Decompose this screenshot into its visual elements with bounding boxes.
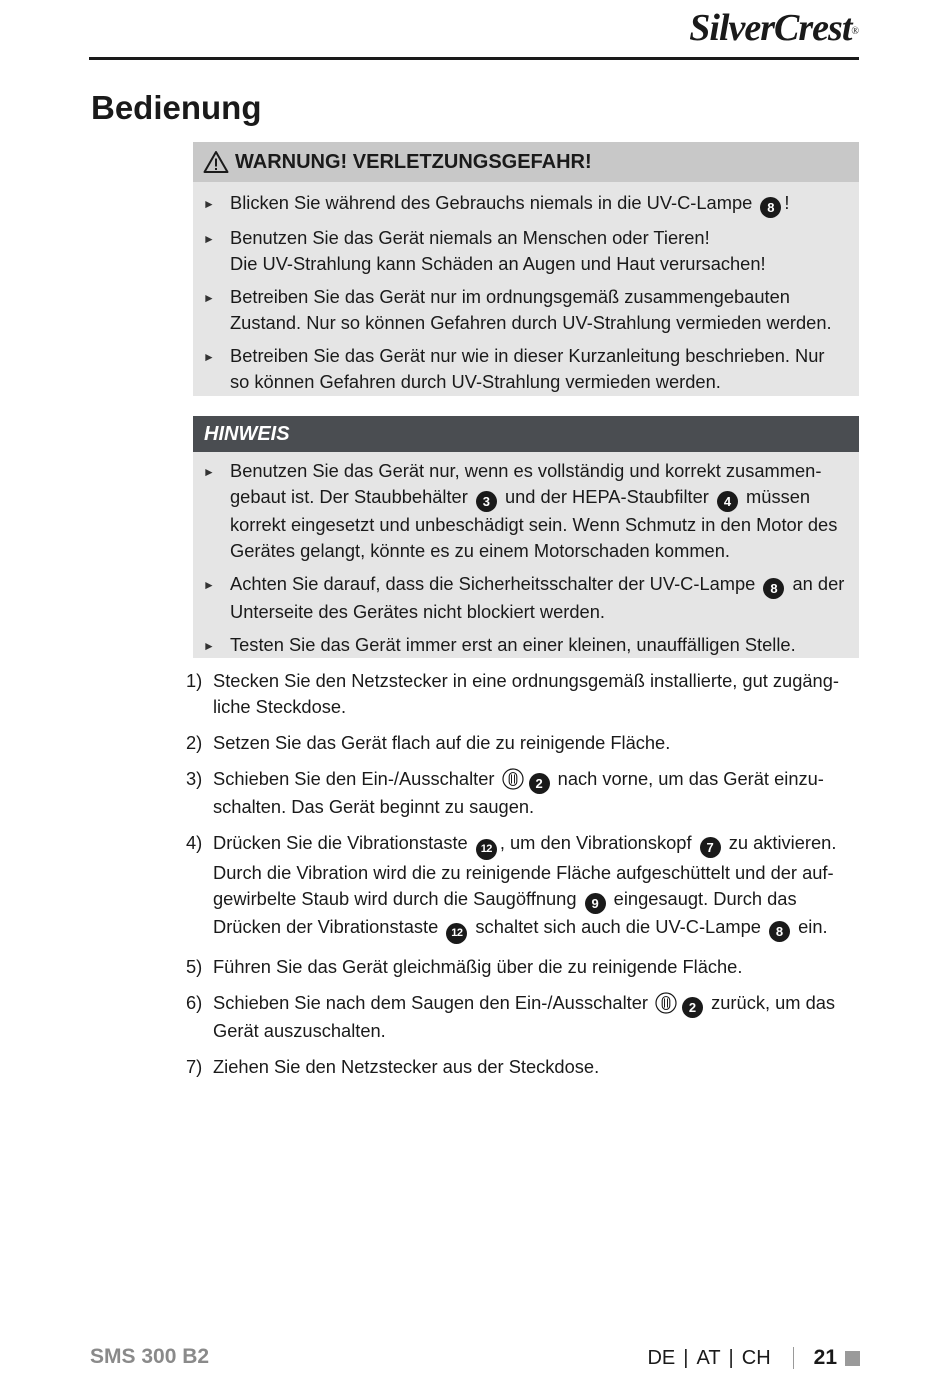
- warning-list: [193, 182, 859, 405]
- power-switch-icon: [655, 992, 677, 1014]
- part-number-badge: 8: [769, 921, 790, 942]
- step-number: 7): [186, 1056, 203, 1077]
- step-number: 2): [186, 732, 203, 753]
- step-item: 2) Setzen Sie das Gerät flach auf die zu reinigende Fläche.: [186, 730, 851, 756]
- arrow-icon: ►: [203, 465, 215, 479]
- warning-box: [193, 142, 859, 396]
- country-de: DE: [647, 1346, 676, 1369]
- step-item: 4) Drücken Sie die Vibrationstaste 12 , um den Vibrationskopf 7 zu aktivieren. Durch die Vibration wird die zu reinigende Fläche aufgeschüttelt und der auf-gewirbelte Staub wird durch die Saugöffnung 9 eingesaugt. Durch das Drücken der Vibrationstaste 12 schaltet sich auch die UV-C-Lampe 8 ein.: [186, 830, 851, 944]
- power-switch-icon: [502, 768, 524, 790]
- footer-pagination: [647, 1346, 860, 1370]
- part-number-badge: 7: [700, 837, 721, 858]
- hint-heading: HINWEIS: [193, 416, 859, 452]
- list-item: ► Blicken Sie während des Gebrauchs niemals in die UV-C-Lampe 8 !: [230, 190, 845, 218]
- part-number-badge: 8: [763, 578, 784, 599]
- part-number-badge: 4: [717, 491, 738, 512]
- part-number-badge: 9: [585, 893, 606, 914]
- list-item: ► Benutzen Sie das Gerät niemals an Menschen oder Tieren! Die UV-Strahlung kann Schäden an Augen und Haut verursachen!: [203, 227, 766, 274]
- arrow-icon: ►: [203, 639, 215, 653]
- list-item: ► Betreiben Sie das Gerät nur im ordnungsgemäß zusammengebauten Zustand. Nur so können Gefahren durch UV-Strahlung vermieden werden.: [203, 286, 832, 333]
- hint-box: [193, 416, 859, 658]
- part-number-badge: 12: [476, 839, 497, 860]
- separator: |: [683, 1346, 689, 1369]
- part-number-badge: 3: [476, 491, 497, 512]
- page-title: Bedienung: [91, 89, 262, 126]
- steps-list: [186, 668, 851, 1090]
- step-number: 6): [186, 992, 203, 1013]
- list-item: ► Testen Sie das Gerät immer erst an einer kleinen, unauffälligen Stelle.: [230, 632, 845, 658]
- step-number: 1): [186, 670, 203, 691]
- arrow-icon: ►: [203, 291, 215, 305]
- separator: |: [728, 1346, 734, 1369]
- country-ch: CH: [741, 1346, 771, 1369]
- step-item: 5) Führen Sie das Gerät gleichmäßig über die zu reinigende Fläche.: [186, 954, 851, 980]
- arrow-icon: ►: [203, 350, 215, 364]
- step-number: 3): [186, 768, 203, 789]
- hint-list: [193, 452, 859, 668]
- part-number-badge: 2: [529, 773, 550, 794]
- model-name: SMS 300 B2: [90, 1345, 210, 1368]
- step-item: 7) Ziehen Sie den Netzstecker aus der Steckdose.: [186, 1054, 851, 1080]
- brand-logo: SilverCrest®: [689, 7, 858, 49]
- country-at: AT: [696, 1346, 721, 1369]
- step-item: 1) Stecken Sie den Netzstecker in eine ordnungsgemäß installierte, gut zugäng-liche Steckdose.: [186, 670, 839, 717]
- warning-heading-text: WARNUNG! VERLETZUNGSGEFAHR!: [235, 150, 592, 173]
- step-item: 3) Schieben Sie den Ein-/Ausschalter 2 nach vorne, um das Gerät einzu-schalten. Das Gerät beginnt zu saugen.: [186, 768, 824, 817]
- divider: [793, 1347, 794, 1369]
- square-marker-icon: [845, 1351, 860, 1366]
- warning-triangle-icon: [203, 150, 229, 174]
- step-number: 5): [186, 956, 203, 977]
- arrow-icon: ►: [203, 197, 215, 211]
- list-item: ► Benutzen Sie das Gerät nur, wenn es vollständig und korrekt zusammen-gebaut ist. Der Staubbehälter 3 und der HEPA-Staubfilter 4 müssen korrekt eingesetzt und unbeschädigt sein. Wenn Schmutz in den Motor des Gerätes gelangt, könnte es zu einem Motorschaden kommen.: [203, 460, 838, 561]
- part-number-badge: 8: [760, 197, 781, 218]
- arrow-icon: ►: [203, 578, 215, 592]
- arrow-icon: ►: [203, 232, 215, 246]
- list-item: ► Betreiben Sie das Gerät nur wie in dieser Kurzanleitung beschrieben. Nur so können Gefahren durch UV-Strahlung vermieden werden.: [203, 345, 825, 392]
- step-number: 4): [186, 832, 203, 853]
- part-number-badge: 2: [682, 997, 703, 1018]
- header-rule: [89, 57, 859, 60]
- list-item: ► Achten Sie darauf, dass die Sicherheitsschalter der UV-C-Lampe 8 an der Unterseite des Gerätes nicht blockiert werden.: [203, 573, 845, 622]
- page-number: 21: [813, 1346, 837, 1369]
- step-item: 6) Schieben Sie nach dem Saugen den Ein-/Ausschalter 2 zurück, um das Gerät auszuschalten.: [186, 992, 836, 1041]
- part-number-badge: 12: [446, 923, 467, 944]
- warning-heading: [193, 142, 859, 182]
